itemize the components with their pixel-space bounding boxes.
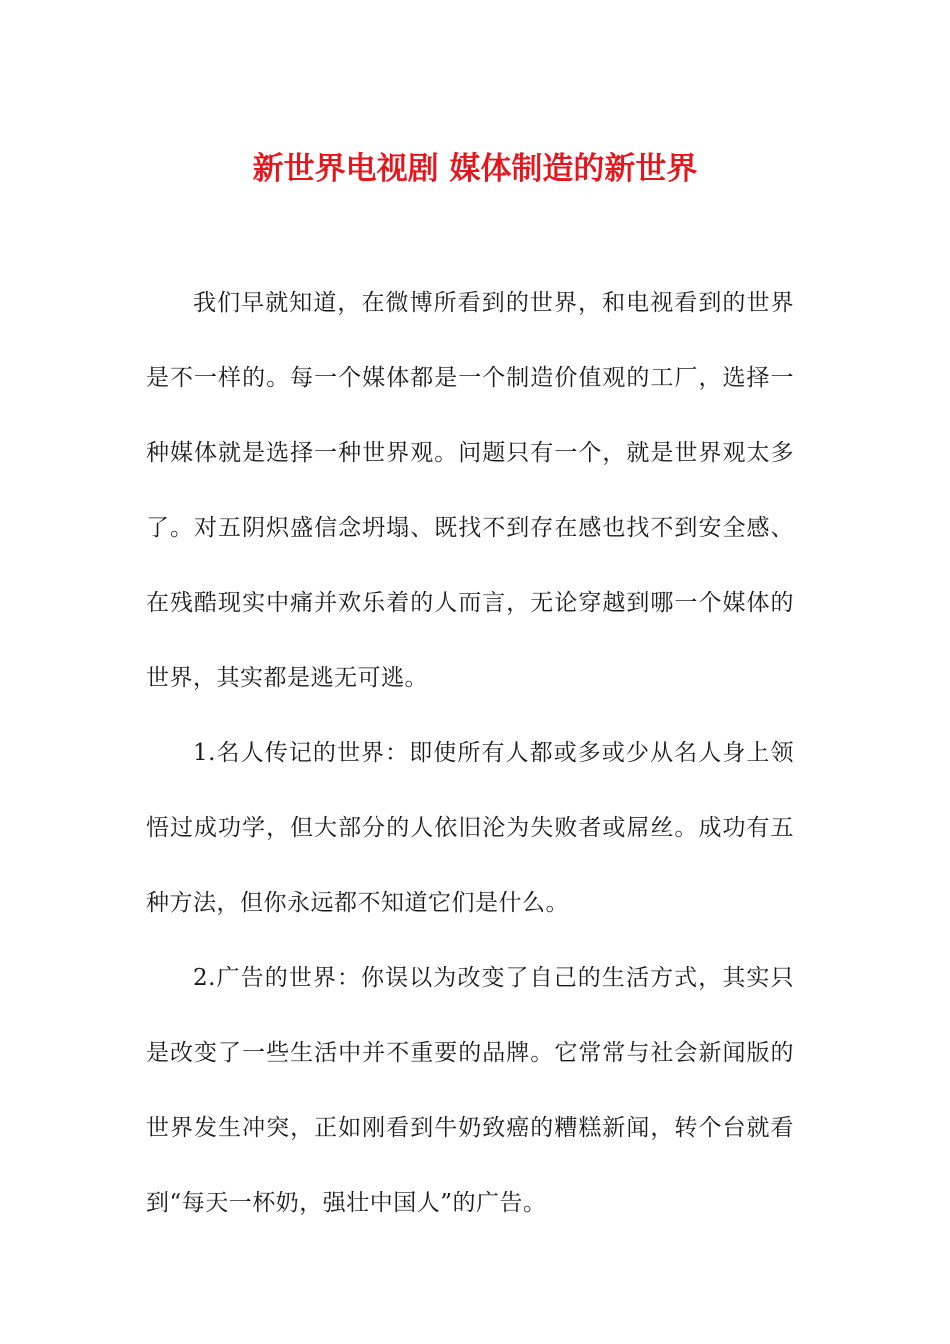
paragraph-item-2 <box>146 941 794 1241</box>
paragraph-line: 是改变了一些生活中并不重要的品牌。它常常与社会新闻版的 <box>146 1040 794 1066</box>
document-body <box>146 266 794 1241</box>
paragraph-line: 种方法，但你永远都不知道它们是什么。 <box>146 890 569 916</box>
paragraph-line: 了。对五阴炽盛信念坍塌、既找不到存在感也找不到安全感、 <box>146 515 794 541</box>
paragraph-line: 世界，其实都是逃无可逃。 <box>146 665 428 691</box>
paragraph-line: 是不一样的。每一个媒体都是一个制造价值观的工厂，选择一 <box>146 365 794 391</box>
paragraph-line: 我们早就知道，在微博所看到的世界，和电视看到的世界 <box>193 290 794 316</box>
paragraph-line: 1.名人传记的世界：即使所有人都或多或少从名人身上领 <box>193 740 794 766</box>
paragraph-intro <box>146 266 794 716</box>
paragraph-line: 悟过成功学，但大部分的人依旧沦为失败者或屌丝。成功有五 <box>146 815 794 841</box>
paragraph-line: 种媒体就是选择一种世界观。问题只有一个，就是世界观太多 <box>146 440 794 466</box>
paragraph-line: 世界发生冲突，正如刚看到牛奶致癌的糟糕新闻，转个台就看 <box>146 1115 794 1141</box>
document-title: 新世界电视剧 媒体制造的新世界 <box>252 151 698 187</box>
paragraph-line: 到“每天一杯奶，强壮中国人”的广告。 <box>146 1190 547 1216</box>
paragraph-line: 2.广告的世界：你误以为改变了自己的生活方式，其实只 <box>193 965 794 991</box>
paragraph-line: 在残酷现实中痛并欢乐着的人而言，无论穿越到哪一个媒体的 <box>146 590 794 616</box>
paragraph-item-1 <box>146 716 794 941</box>
